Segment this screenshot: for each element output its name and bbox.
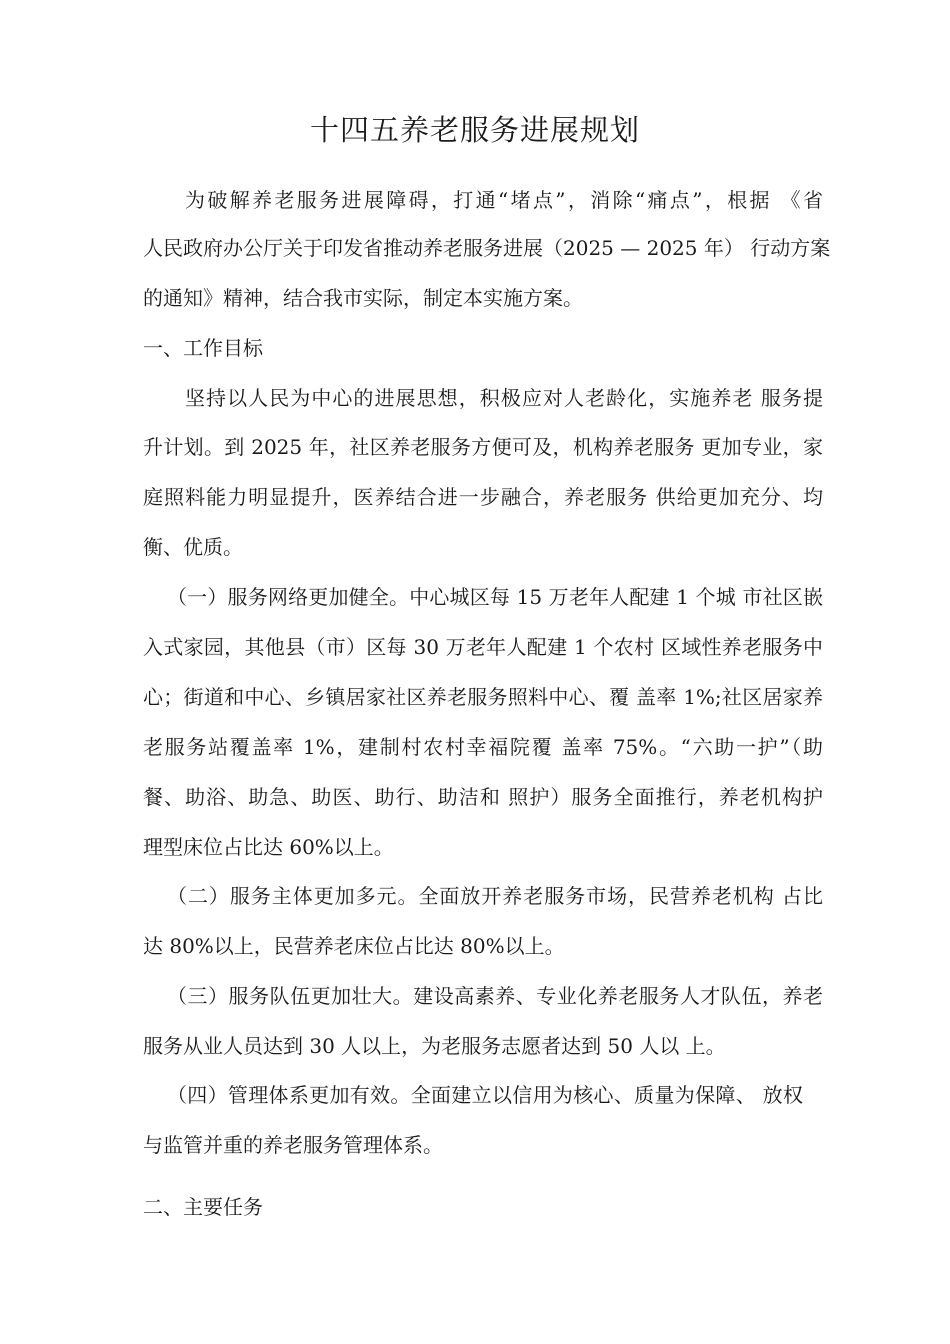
item-3-line-2: 服务从业人员达到 30 人以上，为老服务志愿者达到 50 人以 上。: [143, 1034, 726, 1058]
intro-line-3: 的通知》精神，结合我市实际，制定本实施方案。: [143, 286, 583, 310]
goal-paragraph-line-4: 衡、优质。: [143, 535, 243, 559]
goal-paragraph-line-3: 庭照料能力明显提升，医养结合进一步融合，养老服务 供给更加充分、均: [143, 485, 823, 509]
item-1-line-4: 老服务站覆盖率 1%，建制村农村幸福院覆 盖率 75%。“六助一护”（助: [143, 735, 823, 759]
section-1-heading: 一、工作目标: [143, 336, 263, 360]
item-1-line-2: 入式家园，其他县（市）区每 30 万老年人配建 1 个农村 区域性养老服务中: [143, 635, 823, 659]
document-title: 十四五养老服务进展规划: [309, 113, 640, 147]
item-4-line-2: 与监管并重的养老服务管理体系。: [143, 1133, 443, 1157]
item-1-line-6: 理型床位占比达 60%以上。: [143, 835, 394, 859]
item-3-line-1: （三）服务队伍更加壮大。建设高素养、专业化养老服务人才队伍，养老: [167, 984, 823, 1008]
item-1-line-1: （一）服务网络更加健全。中心城区每 15 万老年人配建 1 个城 市社区嵌: [167, 585, 823, 609]
goal-paragraph-line-2: 升计划。到 2025 年，社区养老服务方便可及，机构养老服务 更加专业，家: [143, 435, 823, 459]
section-2-heading: 二、主要任务: [143, 1195, 263, 1219]
goal-paragraph-line-1: 坚持以人民为中心的进展思想，积极应对人老龄化，实施养老 服务提: [185, 386, 823, 410]
item-2-line-2: 达 80%以上，民营养老床位占比达 80%以上。: [143, 934, 565, 958]
item-2-line-1: （二）服务主体更加多元。全面放开养老服务市场，民营养老机构 占比: [167, 884, 823, 908]
item-1-line-3: 心；街道和中心、乡镇居家社区养老服务照料中心、覆 盖率 1%;社区居家养: [143, 685, 823, 709]
intro-line-2: 人民政府办公厅关于印发省推动养老服务进展（2025 — 2025 年） 行动方案: [143, 236, 831, 260]
intro-line-1: 为破解养老服务进展障碍，打通“堵点”，消除“痛点”，根据 《省: [185, 188, 823, 212]
item-4-line-1: （四）管理体系更加有效。全面建立以信用为核心、质量为保障、 放权: [167, 1083, 803, 1107]
item-1-line-5: 餐、助浴、助急、助医、助行、助洁和 照护）服务全面推行，养老机构护: [143, 785, 823, 809]
